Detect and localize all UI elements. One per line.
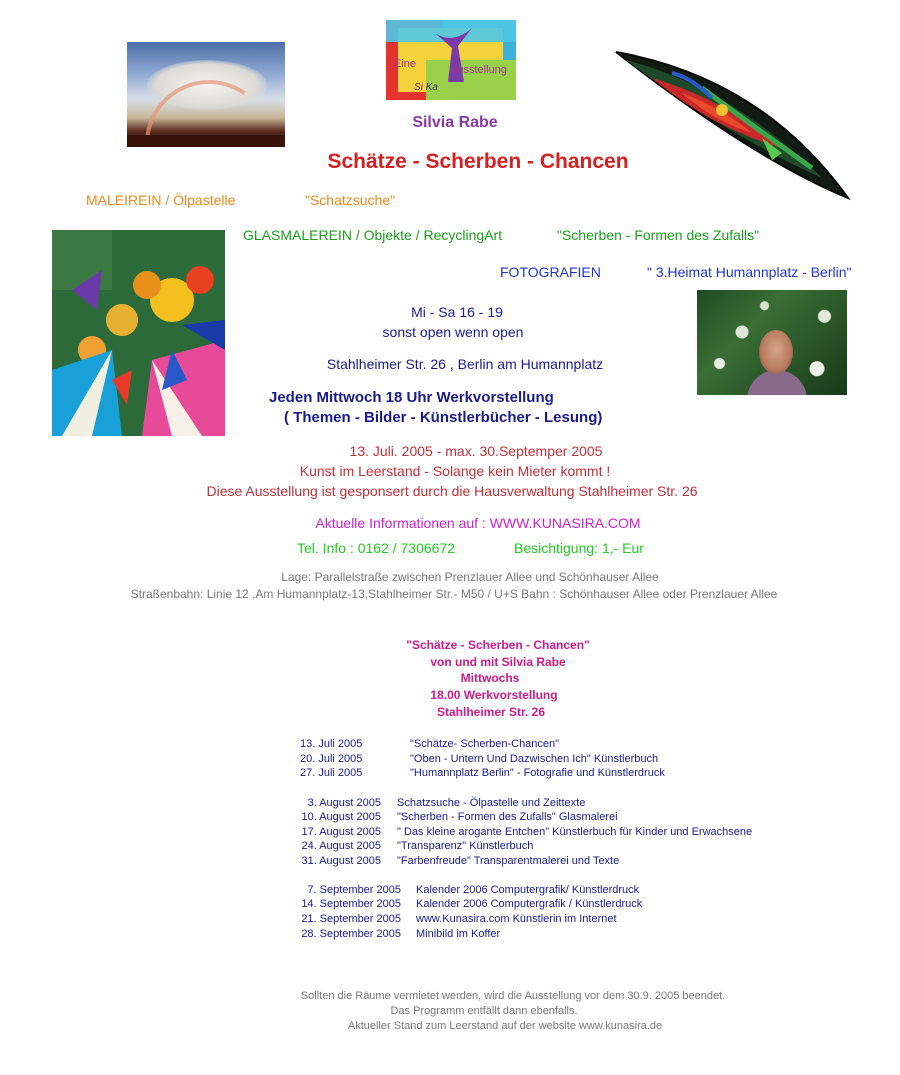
schedule-event: "Schätze- Scherben-Chancen" (410, 738, 560, 750)
opening-hours: Mi - Sa 16 - 19 (411, 304, 503, 320)
schedule-date: 13. Juli 2005 (300, 738, 363, 750)
website-info[interactable]: Aktuelle Informationen auf : WWW.KUNASIRA.COM (315, 515, 641, 531)
footer-note-1: Sollten die Räume vermietet werden, wird die Ausstellung vor dem 30.9. 2005 beendet. (300, 990, 726, 1002)
transport-info: Straßenbahn: Linie 12 ,Am Humannplatz-13,Stahlheimer Str.- M50 / U+S Bahn : Schönhauser Allee oder Prenzlauer Allee (130, 587, 778, 601)
address: Stahlheimer Str. 26 , Berlin am Humannplatz (326, 356, 604, 372)
schedule-event: Kalender 2006 Computergrafik / Künstlerdruck (416, 898, 643, 910)
schedule-date: 24. August 2005 (301, 840, 381, 852)
schedule-date: 17. August 2005 (301, 826, 381, 838)
schedule-date: 28. September 2005 (301, 928, 401, 940)
program-title: "Schätze - Scherben - Chancen" (406, 638, 590, 652)
entry-fee: Besichtigung: 1,- Eur (514, 540, 644, 556)
exhibition-title: Schätze - Scherben - Chancen (327, 150, 629, 173)
category-painting-work: "Schatzsuche" (305, 192, 396, 208)
artist-portrait-photo (697, 290, 847, 395)
glass-art-image (612, 48, 852, 208)
category-photo: FOTOGRAFIEN (500, 264, 601, 280)
category-painting: MALEIREIN / Ölpastelle (86, 192, 236, 208)
schedule-date: 27. Juli 2005 (300, 767, 363, 779)
schedule-event: "Humannplatz Berlin" - Fotografie und Künstlerdruck (410, 767, 665, 779)
schedule-event: "Scherben - Formen des Zufalls" Glasmalerei (397, 811, 618, 823)
logo-text-2: Ausstellung (450, 64, 507, 76)
mosaic-painting (52, 230, 225, 436)
schedule-event: "Farbenfreude" Transparentmalerei und Texte (397, 855, 620, 867)
program-subtitle: von und mit Silvia Rabe (430, 655, 566, 669)
schedule-event: Schatzsuche - Ölpastelle und Zeittexte (397, 797, 586, 809)
weekly-event-topics: ( Themen - Bilder - Künstlerbücher - Lesung) (284, 409, 603, 426)
opening-hours-note: sonst open wenn open (382, 324, 524, 340)
footer-note-2: Das Programm entfällt dann ebenfalls. (390, 1005, 578, 1017)
phone-info: Tel. Info : 0162 / 7306672 (297, 540, 456, 556)
category-glass-work: "Scherben - Formen des Zufalls" (557, 227, 760, 243)
artist-name: Silvia Rabe (412, 114, 498, 131)
sponsor-note: Diese Ausstellung ist gesponsert durch die Hausverwaltung Stahlheimer Str. 26 (206, 483, 698, 499)
sky-photo (127, 42, 285, 147)
program-address: Stahlheimer Str. 26 (436, 705, 546, 719)
exhibition-subtitle: Kunst im Leerstand - Solange kein Mieter kommt ! (299, 463, 611, 479)
exhibition-logo (386, 20, 516, 100)
schedule-date: 14. September 2005 (301, 898, 401, 910)
schedule-event: "Oben - Untern Und Dazwischen Ich" Künstlerbuch (410, 753, 659, 765)
weekly-event: Jeden Mittwoch 18 Uhr Werkvorstellung (269, 389, 554, 406)
schedule-event: Kalender 2006 Computergrafik/ Künstlerdruck (416, 884, 640, 896)
exhibition-dates: 13. Juli. 2005 - max. 30.Septemper 2005 (349, 443, 603, 459)
schedule-event: www.Kunasira.com Künstlerin im Internet (416, 913, 617, 925)
schedule-date: 31. August 2005 (301, 855, 381, 867)
logo-text-1: Eine (394, 58, 417, 70)
category-photo-work: " 3.Heimat Humannplatz - Berlin" (647, 264, 852, 280)
schedule-date: 21. September 2005 (301, 913, 401, 925)
schedule-event: " Das kleine arogante Entchen" Künstlerbuch für Kinder und Erwachsene (397, 826, 753, 838)
schedule-event: Minibild im Koffer (416, 928, 501, 940)
location-info: Lage: Parallelstraße zwischen Prenzlauer Allee und Schönhauser Allee (281, 570, 659, 584)
schedule-date: 10. August 2005 (301, 811, 381, 823)
program-time: 18.00 Werkvorstellung (430, 688, 558, 702)
schedule-event: "Transparenz" Künstlerbuch (397, 840, 534, 852)
program-day: Mittwochs (460, 671, 520, 685)
schedule-date: 3. August 2005 (307, 797, 381, 809)
schedule-date: 7. September 2005 (307, 884, 401, 896)
category-glass: GLASMALEREIN / Objekte / RecyclingArt (243, 227, 503, 243)
footer-note-3: Aktueller Stand zum Leerstand auf der website www.kunasira.de (347, 1020, 663, 1032)
schedule-date: 20. Juli 2005 (300, 753, 363, 765)
logo-signature: Si Ka (414, 82, 438, 93)
